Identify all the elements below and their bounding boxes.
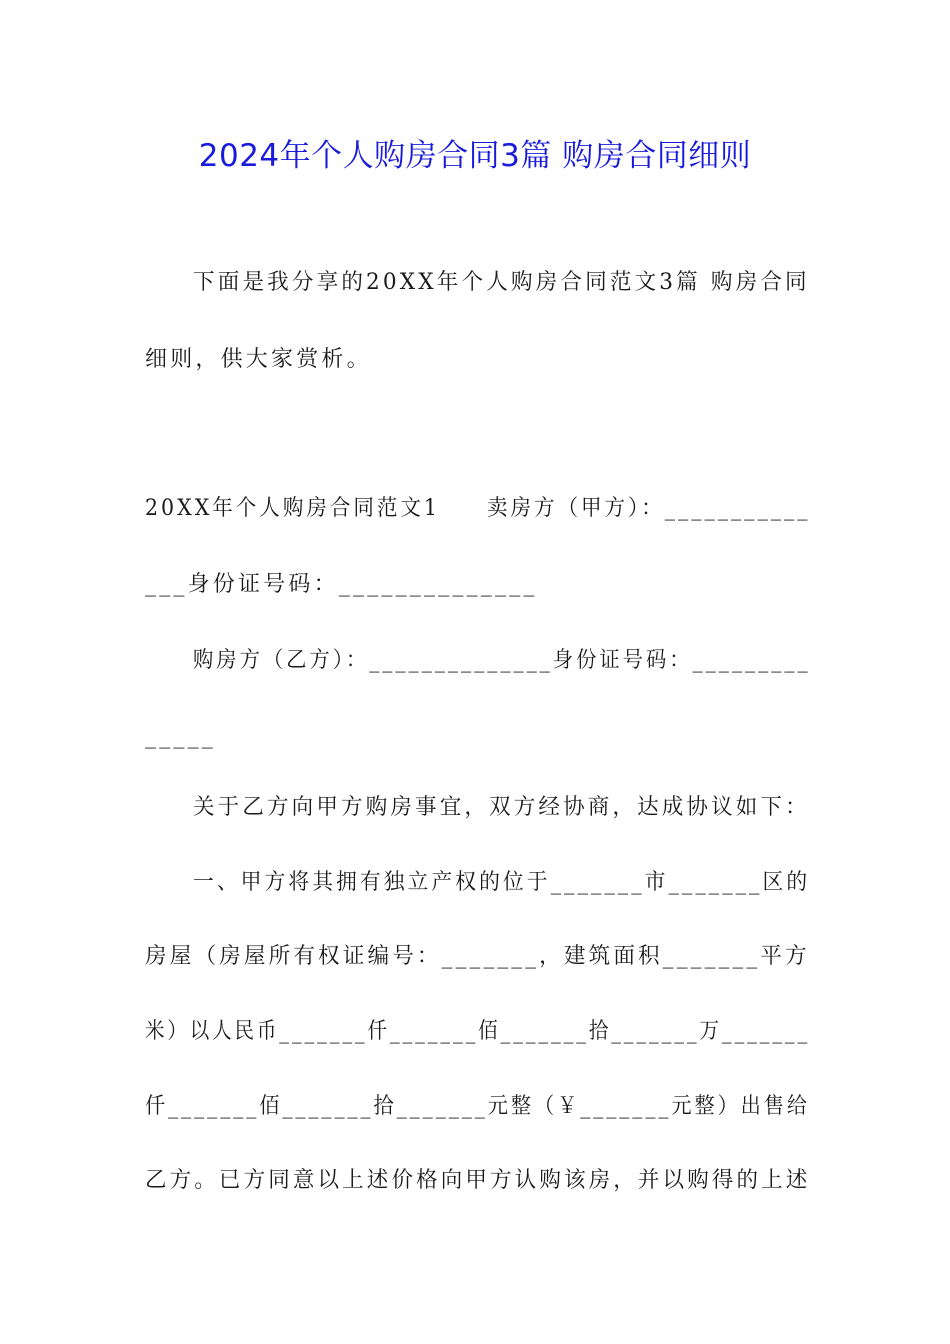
- paragraph-line: 乙方。已方同意以上述价格向甲方认购该房，并以购得的上述: [145, 1168, 811, 1193]
- paragraph-line: 一、甲方将其拥有独立产权的位于_______市_______区的: [193, 870, 811, 895]
- paragraph-line: 下面是我分享的20XX年个人购房合同范文3篇 购房合同: [193, 270, 810, 295]
- paragraph-line: _____: [145, 724, 216, 749]
- paragraph-line: 细则，供大家赏析。: [145, 347, 372, 372]
- document-title: 2024年个人购房合同3篇 购房合同细则: [198, 138, 752, 174]
- paragraph-line: 20XX年个人购房合同范文1 卖房方（甲方）：___________: [145, 496, 811, 521]
- paragraph-line: 关于乙方向甲方购房事宜，双方经协商，达成协议如下：: [193, 795, 810, 820]
- paragraph-line: 仟_______佰_______拾_______元整（￥_______元整）出售给: [145, 1094, 811, 1119]
- paragraph-line: 米）以人民币_______仟_______佰_______拾_______万_______: [145, 1019, 811, 1044]
- paragraph-line: 房屋（房屋所有权证编号：_______，建筑面积_______平方: [145, 944, 810, 969]
- paragraph-line: ___身份证号码：______________: [145, 572, 538, 597]
- paragraph-line: 购房方（乙方）：______________身份证号码：_________: [193, 648, 811, 673]
